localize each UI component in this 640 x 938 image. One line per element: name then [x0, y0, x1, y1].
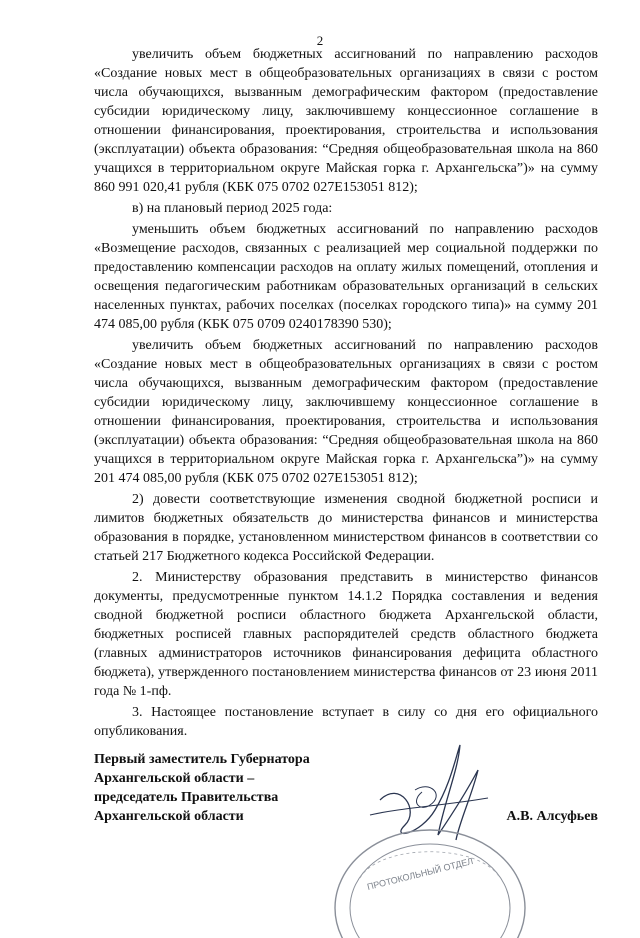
paragraph-increase-2024: увеличить объем бюджетных ассигнований по направлению расходов «Создание новых мест в общеобразовательных организациях в связи с ростом числа обучающихся, вызванным демографическим фактором (предоставление субсидии юридическому лицу, заключившему концессионное соглашение в отношении финансирования, проектирования, строительства и использования (эксплуатации) объекта образования: “Средняя общеобразовательная школа на 860 учащихся в территориальном округе Майская горка г. Архангельска”)» на сумму 860 991 020,41 рубля (КБК 075 0702 027E153051 812);: [94, 47, 598, 195]
signatory-title-line-1: Первый заместитель Губернатора: [94, 752, 310, 767]
paragraph-item-2: 2) довести соответствующие изменения сводной бюджетной росписи и лимитов бюджетных обязательств до министерства финансов и министерства образования в порядке, установленном министерством финансов в соответствии со статьей 217 Бюджетного кодекса Российской Федерации.: [94, 492, 598, 564]
signatory-name: А.В. Алсуфьев: [506, 809, 598, 824]
paragraph-increase-2025: увеличить объем бюджетных ассигнований по направлению расходов «Создание новых мест в общеобразовательных организациях в связи с ростом числа обучающихся, вызванным демографическим фактором (предоставление субсидии юридическому лицу, заключившему концессионное соглашение в отношении финансирования, проектирования, строительства и использования (эксплуатации) объекта образования: “Средняя общеобразовательная школа на 860 учащихся в территориальном округе Майская горка г. Архангельска”)» на сумму 201 474 085,00 рубля (КБК 075 0702 027E153051 812);: [94, 338, 598, 486]
stamp-text: ПРОТОКОЛЬНЫЙ ОТДЕЛ: [366, 855, 475, 892]
signature-block: [94, 750, 598, 826]
official-stamp: [320, 818, 540, 938]
paragraph-section-2: 2. Министерству образования представить в министерство финансов документы, предусмотренные пунктом 14.1.2 Порядка составления и ведения сводной бюджетной росписи областного бюджета Архангельской области, бюджетных росписей главных распорядителей средств областного бюджета (главных администраторов источников финансирования дефицита областного бюджета), утвержденного постановлением министерства финансов от 23 июня 2011 года № 1-пф.: [94, 570, 598, 699]
paragraph-planning-2025: в) на плановый период 2025 года:: [132, 201, 333, 216]
page-number: 2: [316, 33, 324, 48]
paragraph-section-3: 3. Настоящее постановление вступает в силу со дня его официального опубликования.: [94, 705, 598, 739]
paragraph-decrease-2025: уменьшить объем бюджетных ассигнований по направлению расходов «Возмещение расходов, связанных с реализацией мер социальной поддержки по предоставлению компенсации расходов на оплату жилых помещений, отопления и освещения педагогическим работникам образовательных организаций в сельских населенных пунктах, рабочих поселках (поселках городского типа)» на сумму 201 474 085,00 рубля (КБК 075 0709 0240178390 530);: [94, 222, 598, 332]
signatory-title-line-4: Архангельской области: [94, 809, 244, 824]
document-body: [94, 45, 598, 741]
signatory-title-line-3: председатель Правительства: [94, 790, 279, 805]
signatory-title-line-2: Архангельской области –: [94, 771, 255, 786]
